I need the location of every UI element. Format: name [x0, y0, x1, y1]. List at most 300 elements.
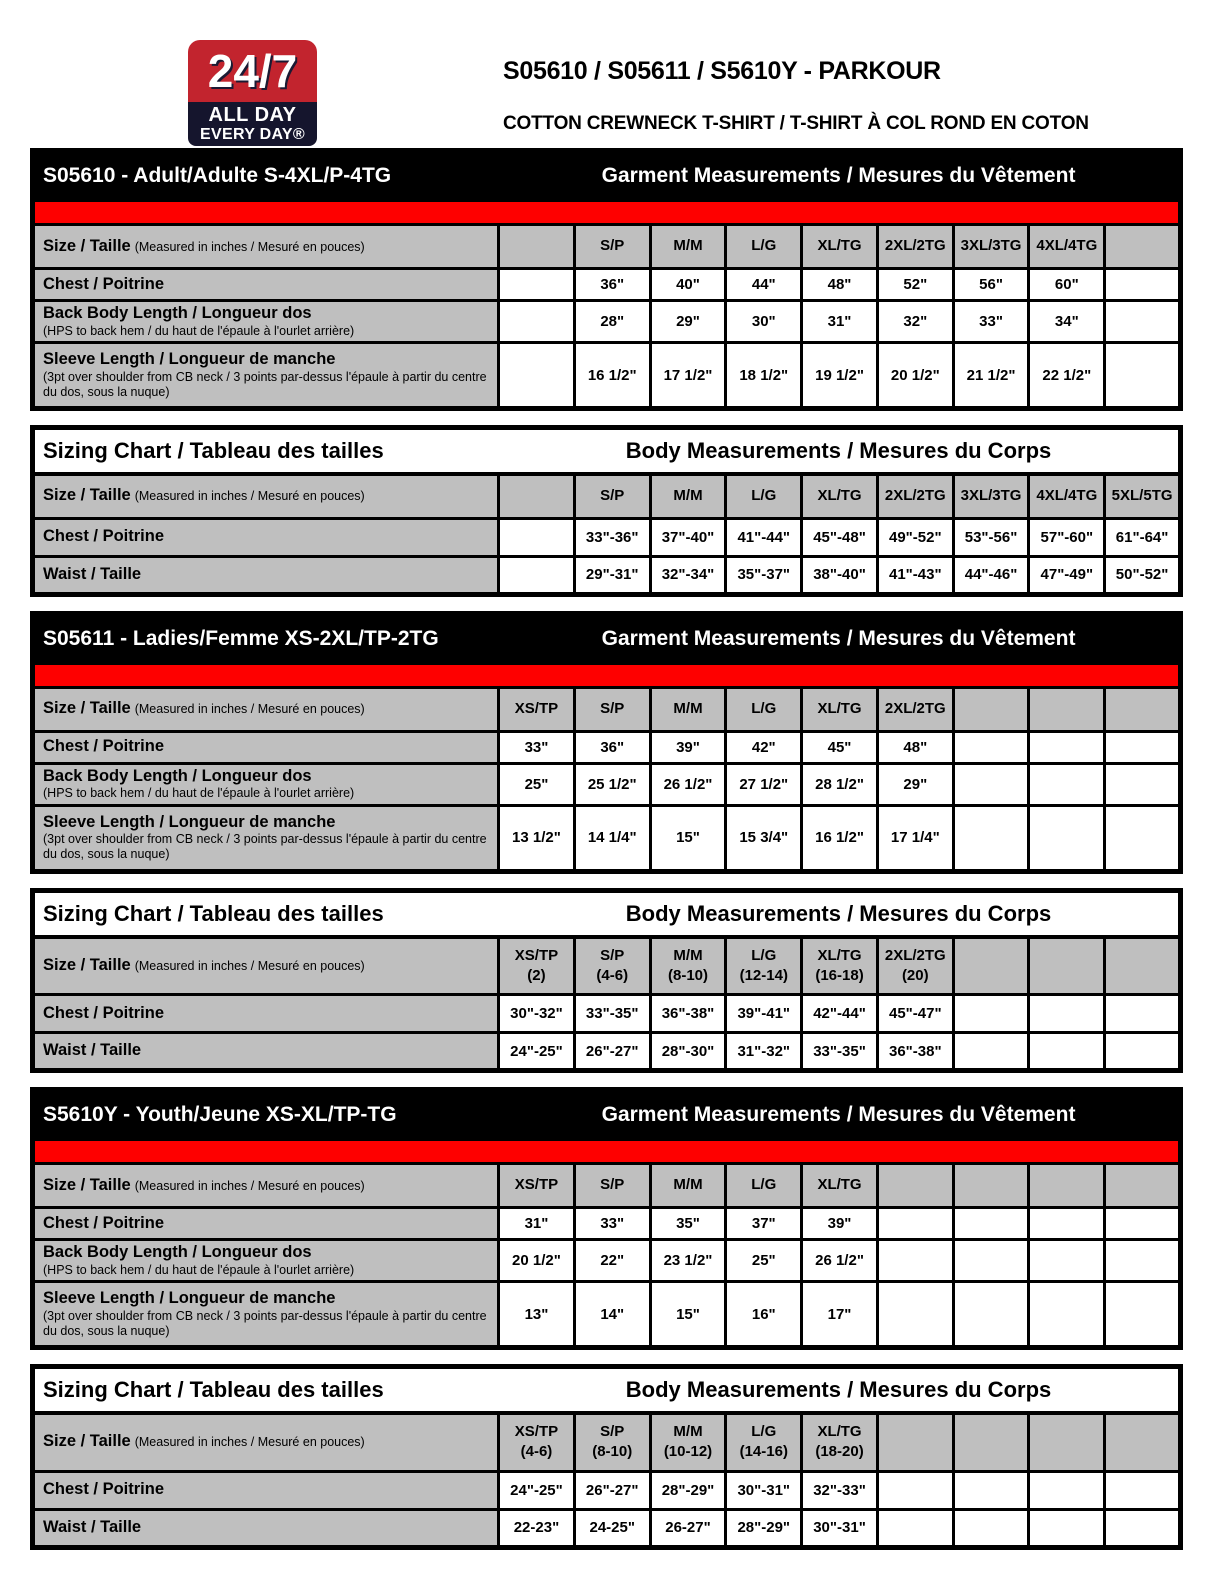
size-column-header: [726, 937, 802, 995]
empty-size-header-cell: [1029, 1164, 1105, 1208]
empty-value-cell: [499, 518, 575, 556]
measurement-value-cell: 42": [726, 731, 802, 763]
size-column-header: [726, 1413, 802, 1471]
empty-size-header-cell: [1105, 1164, 1181, 1208]
measurement-row-label: Sleeve Length / Longueur de manche: [43, 350, 336, 369]
logo-dark-badge: [188, 102, 317, 146]
size-name: XS/TP: [514, 699, 559, 717]
empty-value-cell: [1105, 1471, 1181, 1509]
measurement-value-cell: 17": [802, 1282, 878, 1348]
size-units-note: (Measured in inches / Mesuré en pouces): [134, 1435, 365, 1450]
empty-value-cell: [1105, 1282, 1181, 1348]
measurement-row-label: Chest / Poitrine: [43, 737, 165, 756]
size-number-range: (4-6): [596, 966, 629, 984]
measurement-value-cell: 40": [650, 269, 726, 301]
measurement-value-cell: 36"-38": [877, 1033, 953, 1071]
size-column-header: [726, 474, 802, 518]
size-number-range: (2): [527, 966, 546, 984]
measurement-value-cell: 39": [802, 1208, 878, 1240]
measurement-value-cell: 15": [650, 805, 726, 871]
measurement-value-cell: 14": [574, 1282, 650, 1348]
measurement-value-cell: 41"-44": [726, 518, 802, 556]
garment-measurements-title: Garment Measurements / Mesures du Vêtement: [601, 1103, 1076, 1126]
product-code-title: S05611 - Ladies/Femme XS-2XL/TP-2TG: [43, 626, 439, 650]
empty-value-cell: [953, 805, 1029, 871]
measurement-value-cell: 23 1/2": [650, 1240, 726, 1282]
measurement-value-cell: 16": [726, 1282, 802, 1348]
empty-value-cell: [953, 731, 1029, 763]
measurement-value-cell: 16 1/2": [574, 343, 650, 409]
measurement-row-note: (3pt over shoulder from CB neck / 3 points par-dessus l'épaule à partir du centre du dos, sous la nuque): [43, 1308, 487, 1338]
measurement-value-cell: 24"-25": [499, 1471, 575, 1509]
size-column-header: [574, 937, 650, 995]
size-column-header: [953, 225, 1029, 269]
size-name: XL/TG: [817, 1423, 862, 1440]
size-name: L/G: [751, 1176, 777, 1194]
measurement-value-cell: 36": [574, 731, 650, 763]
page-title: S05610 / S05611 / S5610Y - PARKOUR: [503, 57, 941, 85]
measurement-row-note: (3pt over shoulder from CB neck / 3 points par-dessus l'épaule à partir du centre du dos, sous la nuque): [43, 369, 487, 399]
measurement-value-cell: 45"-47": [877, 995, 953, 1033]
measurement-value-cell: 47"-49": [1029, 556, 1105, 594]
size-name: S/P: [600, 487, 625, 505]
measurement-value-cell: 30"-32": [499, 995, 575, 1033]
measurement-row-note: (3pt over shoulder from CB neck / 3 points par-dessus l'épaule à partir du centre du dos, sous la nuque): [43, 832, 487, 862]
size-column-header: [802, 1413, 878, 1471]
size-column-header: [499, 937, 575, 995]
garment-measurements-title: Garment Measurements / Mesures du Vêtement: [601, 626, 1076, 650]
body-measurements-title: Body Measurements / Mesures du Corps: [625, 1377, 1052, 1402]
size-name: 2XL/2TG: [884, 946, 946, 964]
size-column-header: [499, 687, 575, 731]
measurement-row-label: Sleeve Length / Longueur de manche: [43, 812, 336, 831]
header-inner: [35, 1092, 1178, 1138]
size-column-header: [574, 474, 650, 518]
measurement-value-cell: 20 1/2": [499, 1240, 575, 1282]
garment-measurements-title: Garment Measurements / Mesures du Vêtement: [601, 164, 1076, 187]
measurement-value-cell: 42"-44": [802, 995, 878, 1033]
size-name: 5XL/5TG: [1111, 487, 1173, 505]
measurement-row-label: Chest / Poitrine: [43, 527, 165, 546]
measurement-value-cell: 22-23": [499, 1509, 575, 1547]
size-column-header: [726, 687, 802, 731]
empty-size-header-cell: [953, 1164, 1029, 1208]
size-number-range: (12-14): [739, 966, 788, 984]
empty-value-cell: [1029, 731, 1105, 763]
size-column-header: [802, 937, 878, 995]
measurement-value-cell: 44"-46": [953, 556, 1029, 594]
empty-value-cell: [1105, 763, 1181, 805]
size-units-note: (Measured in inches / Mesuré en pouces): [134, 958, 365, 973]
size-row-label-cell: [33, 1413, 499, 1471]
size-name: XL/TG: [817, 699, 862, 717]
empty-size-header-cell: [499, 225, 575, 269]
measurement-value-cell: 52": [877, 269, 953, 301]
size-number-range: (4-6): [520, 1443, 553, 1461]
size-column-header: [877, 474, 953, 518]
empty-value-cell: [1029, 1471, 1105, 1509]
empty-size-header-cell: [1105, 937, 1181, 995]
size-name: M/M: [673, 487, 703, 505]
empty-value-cell: [877, 1509, 953, 1547]
measurement-row-label: Back Body Length / Longueur dos: [43, 304, 312, 323]
empty-size-header-cell: [1105, 225, 1181, 269]
measurement-value-cell: 22 1/2": [1029, 343, 1105, 409]
empty-value-cell: [953, 1208, 1029, 1240]
body-measurements-title: Body Measurements / Mesures du Corps: [625, 438, 1052, 463]
empty-value-cell: [877, 1282, 953, 1348]
size-name: M/M: [673, 1423, 703, 1440]
measurement-value-cell: 18 1/2": [726, 343, 802, 409]
empty-value-cell: [953, 995, 1029, 1033]
measurement-value-cell: 17 1/4": [877, 805, 953, 871]
section-header-bar: [33, 613, 1181, 663]
size-name: S/P: [600, 1176, 625, 1194]
empty-value-cell: [1029, 995, 1105, 1033]
size-column-header: [650, 1164, 726, 1208]
row-label-cell: [33, 1240, 499, 1282]
empty-value-cell: [1105, 269, 1181, 301]
empty-value-cell: [1105, 731, 1181, 763]
row-label-cell: [33, 269, 499, 301]
size-name: XL/TG: [817, 1176, 862, 1194]
empty-value-cell: [1029, 1240, 1105, 1282]
measurement-value-cell: 19 1/2": [802, 343, 878, 409]
brand-logo: [188, 40, 317, 146]
size-column-header: [726, 225, 802, 269]
measurement-value-cell: 13 1/2": [499, 805, 575, 871]
page-subtitle: COTTON CREWNECK T-SHIRT / T-SHIRT À COL ROND EN COTON: [503, 113, 1089, 134]
size-row-label-cell: [33, 474, 499, 518]
size-units-note: (Measured in inches / Mesuré en pouces): [134, 239, 365, 254]
size-column-header: [953, 474, 1029, 518]
empty-value-cell: [1029, 1282, 1105, 1348]
size-name: S/P: [600, 699, 625, 717]
body-measurements-sizing-table: [30, 1364, 1183, 1550]
measurement-value-cell: 31"-32": [726, 1033, 802, 1071]
row-label-cell: [33, 1033, 499, 1071]
empty-value-cell: [1029, 1208, 1105, 1240]
size-name: 4XL/4TG: [1036, 237, 1098, 255]
empty-value-cell: [1029, 1033, 1105, 1071]
measurement-row-label: Waist / Taille: [43, 1517, 142, 1536]
size-row-label-cell: [33, 1164, 499, 1208]
size-name: 2XL/2TG: [884, 699, 946, 717]
red-accent-bar: [33, 1140, 1181, 1164]
measurement-value-cell: 14 1/4": [574, 805, 650, 871]
empty-value-cell: [1105, 995, 1181, 1033]
size-column-header: [877, 225, 953, 269]
size-column-header: [650, 474, 726, 518]
measurement-value-cell: 39": [650, 731, 726, 763]
body-measurements-sizing-table: [30, 888, 1183, 1074]
measurement-value-cell: 24-25": [574, 1509, 650, 1547]
row-label-cell: [33, 1471, 499, 1509]
size-units-note: (Measured in inches / Mesuré en pouces): [134, 702, 365, 717]
size-name: S/P: [600, 237, 625, 255]
measurement-value-cell: 33"-35": [802, 1033, 878, 1071]
size-column-header: [650, 225, 726, 269]
measurement-row-label: Waist / Taille: [43, 1041, 142, 1060]
size-name: XL/TG: [817, 237, 862, 255]
measurement-value-cell: 37"-40": [650, 518, 726, 556]
measurement-value-cell: 13": [499, 1282, 575, 1348]
measurement-value-cell: 35": [650, 1208, 726, 1240]
measurement-row-note: (HPS to back hem / du haut de l'épaule à l'ourlet arrière): [43, 1262, 355, 1277]
row-label-cell: [33, 556, 499, 594]
row-label-cell: [33, 1282, 499, 1348]
row-label-cell: [33, 731, 499, 763]
size-name: M/M: [673, 699, 703, 717]
row-label-cell: [33, 1509, 499, 1547]
sizing-chart-title: Sizing Chart / Tableau des tailles: [43, 438, 384, 463]
body-measurements-title: Body Measurements / Mesures du Corps: [625, 900, 1052, 926]
measurement-value-cell: 33"-36": [574, 518, 650, 556]
size-label: Size / Taille: [43, 955, 131, 974]
size-number-range: (8-10): [667, 966, 708, 984]
size-name: M/M: [673, 1176, 703, 1194]
size-column-header: [877, 687, 953, 731]
size-column-header: [499, 1164, 575, 1208]
measurement-value-cell: 37": [726, 1208, 802, 1240]
measurement-value-cell: 32"-33": [802, 1471, 878, 1509]
size-name: 2XL/2TG: [884, 237, 946, 255]
row-label-cell: [33, 343, 499, 409]
measurement-value-cell: 16 1/2": [802, 805, 878, 871]
measurement-value-cell: 29"-31": [574, 556, 650, 594]
measurement-row-note: (HPS to back hem / du haut de l'épaule à l'ourlet arrière): [43, 786, 355, 801]
empty-value-cell: [499, 556, 575, 594]
size-column-header: [802, 687, 878, 731]
size-name: 2XL/2TG: [884, 487, 946, 505]
measurement-value-cell: 39"-41": [726, 995, 802, 1033]
empty-value-cell: [1105, 1033, 1181, 1071]
size-name: L/G: [751, 487, 777, 505]
measurement-value-cell: 31": [802, 301, 878, 343]
product-code-title: S05610 - Adult/Adulte S-4XL/P-4TG: [43, 164, 392, 187]
measurement-value-cell: 26-27": [650, 1509, 726, 1547]
empty-value-cell: [1105, 1208, 1181, 1240]
measurement-value-cell: 45": [802, 731, 878, 763]
size-number-range: (14-16): [739, 1443, 788, 1461]
section-header-bar: [33, 151, 1181, 201]
empty-value-cell: [1029, 763, 1105, 805]
measurement-value-cell: 28 1/2": [802, 763, 878, 805]
size-name: 4XL/4TG: [1036, 487, 1098, 505]
measurement-value-cell: 33"-35": [574, 995, 650, 1033]
empty-value-cell: [499, 343, 575, 409]
measurement-value-cell: 26 1/2": [802, 1240, 878, 1282]
size-name: 3XL/3TG: [960, 237, 1022, 255]
measurement-value-cell: 27 1/2": [726, 763, 802, 805]
measurement-value-cell: 49"-52": [877, 518, 953, 556]
empty-value-cell: [877, 1208, 953, 1240]
measurement-value-cell: 36"-38": [650, 995, 726, 1033]
garment-measurements-table: [30, 148, 1183, 411]
empty-value-cell: [953, 1509, 1029, 1547]
measurement-value-cell: 22": [574, 1240, 650, 1282]
measurement-row-label: Waist / Taille: [43, 564, 142, 583]
measurement-value-cell: 15": [650, 1282, 726, 1348]
empty-size-header-cell: [1029, 937, 1105, 995]
size-column-header: [574, 1164, 650, 1208]
empty-value-cell: [953, 763, 1029, 805]
measurement-value-cell: 48": [877, 731, 953, 763]
size-row-label-cell: [33, 937, 499, 995]
measurement-value-cell: 41"-43": [877, 556, 953, 594]
measurement-value-cell: 48": [802, 269, 878, 301]
header-inner: [35, 1369, 1178, 1411]
row-label-cell: [33, 763, 499, 805]
measurement-value-cell: 30": [726, 301, 802, 343]
size-name: XL/TG: [817, 946, 862, 964]
measurement-value-cell: 26"-27": [574, 1471, 650, 1509]
header-inner: [35, 893, 1178, 935]
header-inner: [35, 153, 1178, 199]
measurement-value-cell: 20 1/2": [877, 343, 953, 409]
size-column-header: [650, 1413, 726, 1471]
empty-size-header-cell: [953, 1413, 1029, 1471]
empty-size-header-cell: [1029, 687, 1105, 731]
empty-value-cell: [953, 1471, 1029, 1509]
row-label-cell: [33, 995, 499, 1033]
measurement-value-cell: 33": [574, 1208, 650, 1240]
measurement-value-cell: 24"-25": [499, 1033, 575, 1071]
measurement-value-cell: 28"-29": [726, 1509, 802, 1547]
measurement-value-cell: 44": [726, 269, 802, 301]
empty-size-header-cell: [953, 687, 1029, 731]
empty-size-header-cell: [1105, 687, 1181, 731]
size-column-header: [1029, 225, 1105, 269]
size-name: L/G: [751, 699, 777, 717]
empty-value-cell: [877, 1471, 953, 1509]
measurement-value-cell: 17 1/2": [650, 343, 726, 409]
sizing-chart-title: Sizing Chart / Tableau des tailles: [43, 900, 384, 926]
empty-size-header-cell: [877, 1413, 953, 1471]
measurement-row-label: Chest / Poitrine: [43, 1480, 165, 1499]
measurement-value-cell: 28"-29": [650, 1471, 726, 1509]
size-column-header: [802, 1164, 878, 1208]
logo-allday-text: ALL DAY: [208, 103, 297, 126]
measurement-value-cell: 29": [650, 301, 726, 343]
measurement-row-note: (HPS to back hem / du haut de l'épaule à l'ourlet arrière): [43, 323, 355, 338]
empty-value-cell: [499, 269, 575, 301]
empty-size-header-cell: [1029, 1413, 1105, 1471]
size-name: M/M: [673, 946, 703, 964]
empty-value-cell: [953, 1282, 1029, 1348]
size-units-note: (Measured in inches / Mesuré en pouces): [134, 489, 365, 504]
empty-value-cell: [1105, 301, 1181, 343]
size-name: S/P: [600, 1423, 625, 1440]
body-measurements-sizing-table: [30, 425, 1183, 597]
empty-value-cell: [877, 1240, 953, 1282]
size-number-range: (18-20): [815, 1443, 864, 1461]
measurement-value-cell: 26"-27": [574, 1033, 650, 1071]
sizing-chart-header-bar: [33, 1367, 1181, 1414]
size-row-label-cell: [33, 225, 499, 269]
size-number-range: (20): [901, 966, 929, 984]
empty-value-cell: [1105, 805, 1181, 871]
size-name: S/P: [600, 946, 625, 964]
measurement-value-cell: 50"-52": [1105, 556, 1181, 594]
measurement-value-cell: 26 1/2": [650, 763, 726, 805]
red-accent-bar: [33, 201, 1181, 225]
empty-value-cell: [1105, 343, 1181, 409]
measurement-value-cell: 15 3/4": [726, 805, 802, 871]
measurement-value-cell: 36": [574, 269, 650, 301]
garment-measurements-table: [30, 611, 1183, 874]
measurement-value-cell: 34": [1029, 301, 1105, 343]
empty-value-cell: [1105, 1240, 1181, 1282]
size-column-header: [877, 937, 953, 995]
size-number-range: (10-12): [663, 1443, 713, 1461]
empty-value-cell: [499, 301, 575, 343]
size-label: Size / Taille: [43, 699, 131, 718]
logo-everyday-text: EVERY DAY®: [200, 125, 305, 143]
size-column-header: [1105, 474, 1181, 518]
size-label: Size / Taille: [43, 1175, 131, 1194]
size-number-range: (16-18): [815, 966, 864, 984]
empty-size-header-cell: [1105, 1413, 1181, 1471]
size-label: Size / Taille: [43, 486, 131, 505]
empty-size-header-cell: [499, 474, 575, 518]
product-code-title: S5610Y - Youth/Jeune XS-XL/TP-TG: [43, 1103, 397, 1126]
measurement-value-cell: 28": [574, 301, 650, 343]
sizing-chart-title: Sizing Chart / Tableau des tailles: [43, 1377, 384, 1402]
row-label-cell: [33, 301, 499, 343]
size-units-note: (Measured in inches / Mesuré en pouces): [134, 1178, 365, 1193]
measurement-value-cell: 32": [877, 301, 953, 343]
size-column-header: [650, 687, 726, 731]
section-header-bar: [33, 1090, 1181, 1140]
red-accent-bar: [33, 663, 1181, 687]
size-name: XS/TP: [514, 1423, 559, 1440]
size-label: Size / Taille: [43, 1432, 131, 1451]
row-label-cell: [33, 518, 499, 556]
measurement-value-cell: 21 1/2": [953, 343, 1029, 409]
empty-value-cell: [1105, 1509, 1181, 1547]
size-name: 3XL/3TG: [960, 487, 1022, 505]
measurement-value-cell: 33": [499, 731, 575, 763]
measurement-value-cell: 33": [953, 301, 1029, 343]
sizing-chart-header-bar: [33, 428, 1181, 475]
header-inner: [35, 616, 1178, 662]
size-column-header: [1029, 474, 1105, 518]
logo-red-badge: [188, 40, 317, 102]
measurement-value-cell: 61"-64": [1105, 518, 1181, 556]
measurement-value-cell: 32"-34": [650, 556, 726, 594]
measurement-value-cell: 60": [1029, 269, 1105, 301]
size-column-header: [802, 474, 878, 518]
logo-247-text: 24/7: [207, 45, 298, 97]
empty-value-cell: [953, 1240, 1029, 1282]
measurement-value-cell: 45"-48": [802, 518, 878, 556]
measurement-value-cell: 25": [499, 763, 575, 805]
measurement-value-cell: 35"-37": [726, 556, 802, 594]
size-name: L/G: [751, 946, 777, 964]
size-number-range: (8-10): [592, 1443, 633, 1461]
size-column-header: [499, 1413, 575, 1471]
measurement-row-label: Chest / Poitrine: [43, 1003, 165, 1022]
measurement-value-cell: 38"-40": [802, 556, 878, 594]
measurement-row-label: Back Body Length / Longueur dos: [43, 1243, 312, 1262]
empty-value-cell: [1029, 1509, 1105, 1547]
size-column-header: [726, 1164, 802, 1208]
measurement-row-label: Chest / Poitrine: [43, 274, 165, 293]
size-name: XS/TP: [514, 1176, 559, 1194]
measurement-row-label: Back Body Length / Longueur dos: [43, 766, 312, 785]
measurement-value-cell: 25 1/2": [574, 763, 650, 805]
